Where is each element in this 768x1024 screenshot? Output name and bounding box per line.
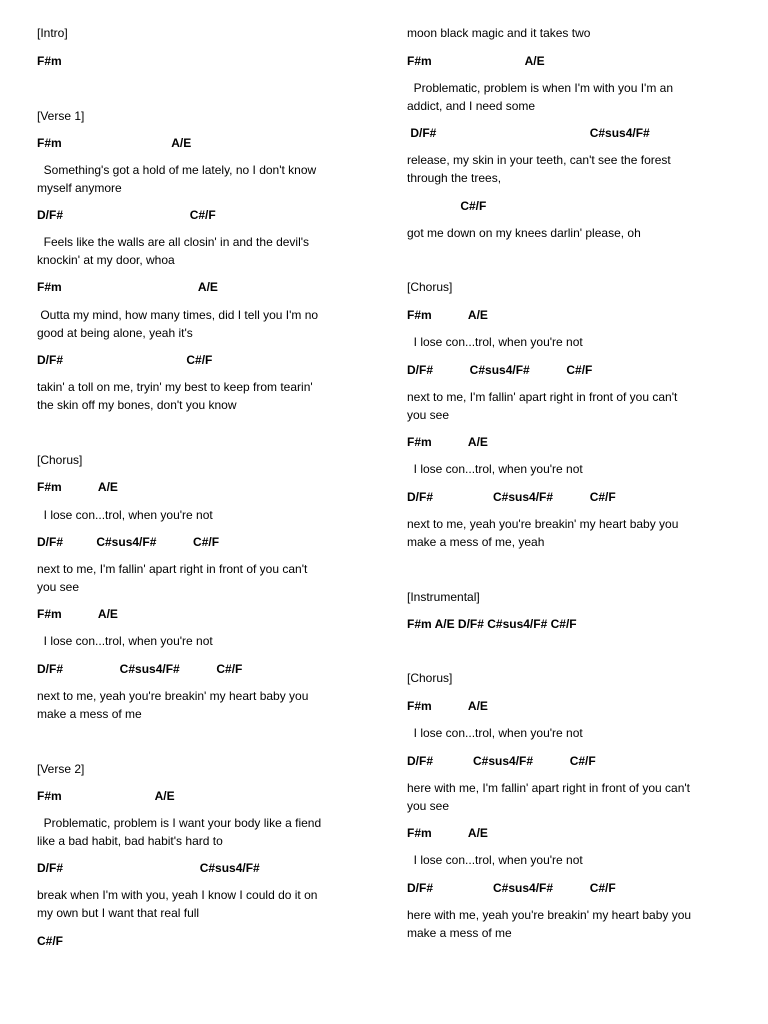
lyric-line: here with me, I'm fallin' apart right in front of you can't bbox=[407, 781, 691, 795]
chord-line: D/F# C#sus4/F# C#/F bbox=[407, 363, 593, 377]
lyric-line: I lose con...trol, when you're not bbox=[407, 462, 583, 476]
lyric-line: next to me, I'm fallin' apart right in front of you can't bbox=[407, 390, 678, 404]
chord-line: D/F# C#sus4/F# C#/F bbox=[37, 662, 243, 676]
chord-line: D/F# C#sus4/F# C#/F bbox=[37, 535, 220, 549]
lyric-line: here with me, yeah you're breakin' my heart baby you bbox=[407, 908, 692, 922]
chord-line: D/F# C#/F bbox=[37, 208, 216, 222]
chord-line: F#m A/E bbox=[407, 308, 488, 322]
chord-line: F#m bbox=[37, 54, 62, 68]
lyric-line: Something's got a hold of me lately, no I don't know bbox=[37, 163, 317, 177]
chord-line: F#m A/E bbox=[37, 280, 218, 294]
chord-line: F#m A/E bbox=[407, 699, 488, 713]
section-heading: [Chorus] bbox=[407, 671, 453, 685]
chord-line: D/F# C#sus4/F# C#/F bbox=[407, 490, 616, 504]
section-heading: [Instrumental] bbox=[407, 590, 480, 604]
lyric-line: good at being alone, yeah it's bbox=[37, 326, 193, 340]
lyric-line: my own but I want that real full bbox=[37, 906, 200, 920]
lyric-line: release, my skin in your teeth, can't see the forest bbox=[407, 153, 671, 167]
lyric-line: takin' a toll on me, tryin' my best to keep from tearin' bbox=[37, 380, 313, 394]
lyric-line: Problematic, problem is when I'm with you I'm an bbox=[407, 81, 674, 95]
lyric-line: make a mess of me, yeah bbox=[407, 535, 545, 549]
lyric-line: Problematic, problem is I want your body like a fiend bbox=[37, 816, 322, 830]
lyric-line: next to me, I'm fallin' apart right in front of you can't bbox=[37, 562, 308, 576]
lyric-line: got me down on my knees darlin' please, oh bbox=[407, 226, 641, 240]
lyric-line: you see bbox=[407, 408, 450, 422]
section-heading: [Verse 1] bbox=[37, 109, 85, 123]
lyric-line: next to me, yeah you're breakin' my heart baby you bbox=[407, 517, 679, 531]
lyric-line: you see bbox=[37, 580, 80, 594]
chord-line: D/F# C#/F bbox=[37, 353, 213, 367]
chord-line: D/F# C#sus4/F# C#/F bbox=[407, 881, 616, 895]
chord-line: C#/F bbox=[37, 934, 64, 948]
chord-line: F#m A/E bbox=[37, 607, 118, 621]
lyric-line: next to me, yeah you're breakin' my heart baby you bbox=[37, 689, 309, 703]
lyric-line: Outta my mind, how many times, did I tell you I'm no bbox=[37, 308, 319, 322]
chord-line: D/F# C#sus4/F# C#/F bbox=[407, 754, 596, 768]
lyric-line: I lose con...trol, when you're not bbox=[407, 726, 583, 740]
chord-line: F#m A/E D/F# C#sus4/F# C#/F bbox=[407, 617, 577, 631]
lyric-line: Feels like the walls are all closin' in and the devil's bbox=[37, 235, 310, 249]
lyric-line: I lose con...trol, when you're not bbox=[407, 335, 583, 349]
chord-line: F#m A/E bbox=[407, 435, 488, 449]
lyric-line: the skin off my bones, don't you know bbox=[37, 398, 237, 412]
lyric-line: I lose con...trol, when you're not bbox=[37, 508, 213, 522]
section-heading: [Chorus] bbox=[37, 453, 83, 467]
chord-line: C#/F bbox=[407, 199, 487, 213]
chord-line: D/F# C#sus4/F# bbox=[37, 861, 260, 875]
chord-line: F#m A/E bbox=[37, 480, 118, 494]
lyric-line: I lose con...trol, when you're not bbox=[407, 853, 583, 867]
lyric-line: like a bad habit, bad habit's hard to bbox=[37, 834, 223, 848]
lyric-line: make a mess of me bbox=[37, 707, 142, 721]
lyric-line: moon black magic and it takes two bbox=[407, 26, 591, 40]
lyric-line: knockin' at my door, whoa bbox=[37, 253, 175, 267]
lyric-line: myself anymore bbox=[37, 181, 122, 195]
chord-line: F#m A/E bbox=[407, 54, 545, 68]
chord-line: D/F# C#sus4/F# bbox=[407, 126, 650, 140]
lyric-line: you see bbox=[407, 799, 450, 813]
lyric-line: through the trees, bbox=[407, 171, 502, 185]
lyric-line: break when I'm with you, yeah I know I could do it on bbox=[37, 888, 318, 902]
chord-line: F#m A/E bbox=[407, 826, 488, 840]
section-heading: [Verse 2] bbox=[37, 762, 85, 776]
chord-line: F#m A/E bbox=[37, 789, 175, 803]
chord-line: F#m A/E bbox=[37, 136, 192, 150]
lyric-line: I lose con...trol, when you're not bbox=[37, 634, 213, 648]
section-heading: [Chorus] bbox=[407, 280, 453, 294]
lyric-line: addict, and I need some bbox=[407, 99, 536, 113]
section-heading: [Intro] bbox=[37, 26, 68, 40]
lyric-line: make a mess of me bbox=[407, 926, 512, 940]
